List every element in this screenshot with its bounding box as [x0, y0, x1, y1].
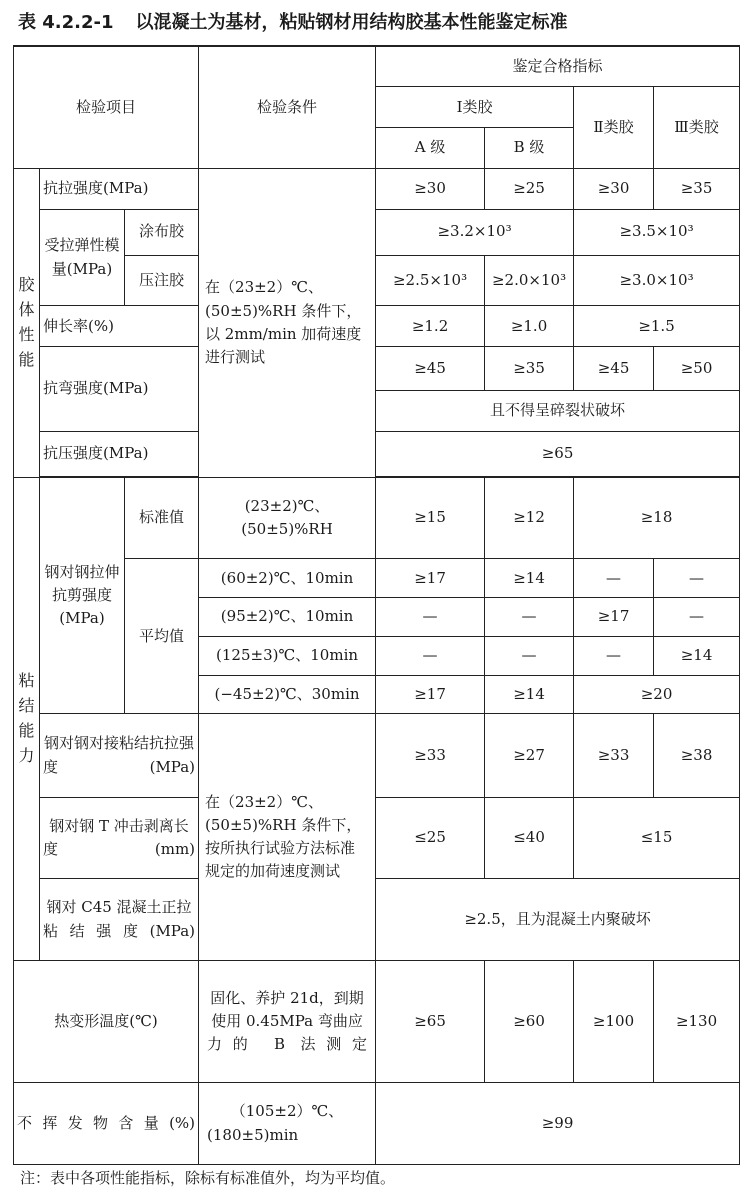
row-label-elong: 伸长率(%)	[40, 306, 199, 347]
header-grade-a: A 级	[376, 128, 485, 169]
cell-value: —	[574, 559, 654, 598]
cell-value: ≥17	[376, 559, 485, 598]
header-condition: 检验条件	[199, 46, 376, 168]
cell-value: —	[574, 636, 654, 675]
cell-cond: （105±2）℃、(180±5)min	[199, 1083, 376, 1165]
table-row	[14, 1083, 740, 1165]
table-row	[14, 209, 740, 255]
cell-value: ≤15	[574, 797, 740, 879]
cell-value: ≥130	[654, 960, 740, 1082]
row-label-comp: 抗压强度(MPa)	[40, 431, 199, 476]
cell-cond: (95±2)℃、10min	[199, 598, 376, 637]
cell-value: ≥12	[485, 477, 574, 559]
cell-value: ≥15	[376, 477, 485, 559]
table-row	[14, 306, 740, 347]
header-class3: Ⅲ类胶	[654, 87, 740, 169]
cell-value: —	[654, 559, 740, 598]
table-row	[14, 477, 740, 559]
condition-bond: 在（23±2）℃、(50±5)%RH 条件下，按所执行试验方法标准规定的加荷速度测试	[199, 714, 376, 961]
cell-value: ≥50	[654, 347, 740, 391]
cell-value: ≥33	[376, 714, 485, 798]
cell-value: ≥2.5，且为混凝土内聚破坏	[376, 879, 740, 961]
table-row	[14, 797, 740, 879]
cell-value: ≥65	[376, 431, 740, 476]
header-criteria: 鉴定合格指标	[376, 46, 740, 87]
cell-value: ≤40	[485, 797, 574, 879]
row-label-butt: 钢对钢对接粘结抗拉强度(MPa)	[40, 714, 199, 798]
cell-value: ≥14	[485, 559, 574, 598]
cell-value: —	[654, 598, 740, 637]
header-class2: Ⅱ类胶	[574, 87, 654, 169]
cell-value: ≥35	[485, 347, 574, 391]
table-row	[14, 168, 740, 209]
table-row	[14, 347, 740, 391]
cell-value: ≥14	[485, 675, 574, 714]
table-row	[14, 879, 740, 961]
cell-value: ≥65	[376, 960, 485, 1082]
row-label-coat: 涂布胶	[125, 209, 199, 255]
cell-value: ≥1.0	[485, 306, 574, 347]
row-label-modulus: 受拉弹性模量(MPa)	[40, 209, 125, 306]
table-number: 表 4.2.2-1	[18, 12, 114, 33]
cell-cond: (23±2)℃、(50±5)%RH	[199, 477, 376, 559]
cell-value: ≥14	[654, 636, 740, 675]
row-label-shear: 钢对钢拉伸抗剪强度(MPa)	[40, 477, 125, 714]
condition-colloid: 在（23±2）℃、(50±5)%RH 条件下，以 2mm/min 加荷速度进行测试	[199, 168, 376, 477]
cell-value: ≤25	[376, 797, 485, 879]
cell-value: ≥3.0×10³	[574, 255, 740, 306]
cell-value: —	[376, 636, 485, 675]
cell-value: ≥38	[654, 714, 740, 798]
cell-value: —	[485, 598, 574, 637]
cell-value: —	[485, 636, 574, 675]
cell-value: ≥3.5×10³	[574, 209, 740, 255]
cell-value: ≥27	[485, 714, 574, 798]
cell-value: ≥30	[574, 168, 654, 209]
cell-value: ≥33	[574, 714, 654, 798]
cell-value: ≥3.2×10³	[376, 209, 574, 255]
cell-value: ≥17	[574, 598, 654, 637]
cell-value: —	[376, 598, 485, 637]
cell-value: ≥100	[574, 960, 654, 1082]
table-caption: 以混凝土为基材，粘贴钢材用结构胶基本性能鉴定标准	[135, 12, 568, 33]
table-row	[14, 960, 740, 1082]
group-label-colloid: 胶体性能	[14, 168, 40, 477]
cell-value: ≥17	[376, 675, 485, 714]
cell-cond: 固化、养护 21d，到期使用 0.45MPa 弯曲应力的 B 法测定	[199, 960, 376, 1082]
cell-value: ≥2.0×10³	[485, 255, 574, 306]
cell-value: ≥60	[485, 960, 574, 1082]
table-title	[18, 6, 748, 40]
cell-value: ≥1.2	[376, 306, 485, 347]
cell-value: ≥18	[574, 477, 740, 559]
table-note: 注：表中各项性能指标，除标有标准值外，均为平均值。	[20, 1169, 396, 1187]
cell-cond: (125±3)℃、10min	[199, 636, 376, 675]
cell-value: ≥25	[485, 168, 574, 209]
cell-cond: (−45±2)℃、30min	[199, 675, 376, 714]
cell-value: ≥30	[376, 168, 485, 209]
row-label-std: 标准值	[125, 477, 199, 559]
cell-value: 且不得呈碎裂状破坏	[376, 391, 740, 432]
group-label-bond: 粘结能力	[14, 477, 40, 960]
cell-value: ≥2.5×10³	[376, 255, 485, 306]
row-label-heat: 热变形温度(℃)	[14, 960, 199, 1082]
row-label-c45: 钢对 C45 混凝土正拉粘结强度(MPa)	[40, 879, 199, 961]
cell-value: ≥35	[654, 168, 740, 209]
row-label-flex: 抗弯强度(MPa)	[40, 347, 199, 432]
cell-value: ≥45	[376, 347, 485, 391]
table-row	[14, 431, 740, 476]
header-row	[14, 46, 740, 87]
row-label-peel: 钢对钢 T 冲击剥离长度(mm)	[40, 797, 199, 879]
row-label-avg: 平均值	[125, 559, 199, 714]
cell-value: ≥1.5	[574, 306, 740, 347]
row-label-tensile: 抗拉强度(MPa)	[40, 168, 199, 209]
cell-value: ≥99	[376, 1083, 740, 1165]
row-label-press: 压注胶	[125, 255, 199, 306]
cell-value: ≥45	[574, 347, 654, 391]
header-item: 检验项目	[14, 46, 199, 168]
criteria-table	[13, 45, 740, 1165]
header-grade-b: B 级	[485, 128, 574, 169]
cell-cond: (60±2)℃、10min	[199, 559, 376, 598]
row-label-nonvol: 不挥发物含量(%)	[14, 1083, 199, 1165]
header-class1: Ⅰ类胶	[376, 87, 574, 128]
cell-value: ≥20	[574, 675, 740, 714]
table-row	[14, 714, 740, 798]
